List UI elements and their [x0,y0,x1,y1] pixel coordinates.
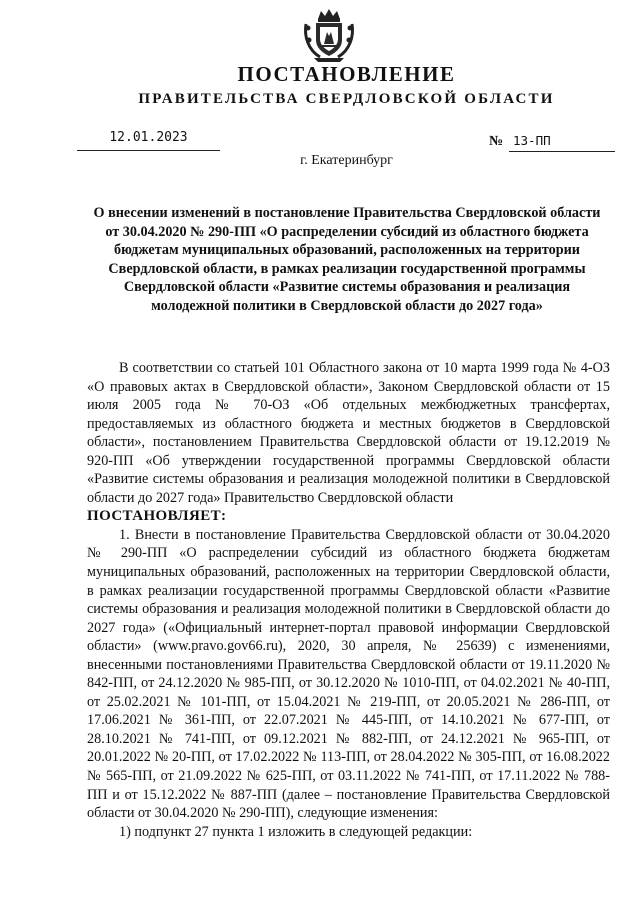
document-subtitle: ПРАВИТЕЛЬСТВА СВЕРДЛОВСКОЙ ОБЛАСТИ [138,91,555,107]
city-line: г. Екатеринбург [300,153,393,168]
document-body [87,359,610,841]
document-title: ПОСТАНОВЛЕНИЕ [237,62,456,86]
resolve-heading: ПОСТАНОВЛЯЕТ: [87,508,227,525]
preamble-paragraph: В соответствии со статьей 101 Областного закона от 10 марта 1999 года № 4-ОЗ «О правовых актах в Свердловской области», Законом Свердловской области от 15 июля 2005 года № 70-ОЗ «Об отдельных межбюджетных трансфертах, предоставляемых из областного бюджета и местных бюджетов в Свердловской области», постановлением Правительства Свердловской области от 19.12.2019 № 920-ПП «Об утверждении государственной программы Свердловской области «Развитие системы образования и реализация молодежной политики в Свердловской области до 2027 года» Правительство Свердловской области [87,360,610,506]
document-heading: О внесении изменений в постановление Правительства Свердловской области от 30.04.2020 № 290-ПП «О распределении субсидий из областного бюджета бюджетам муниципальных образований, расположенных на территории Свердловской области, в рамках реализации государственной программы Свердловской области «Развитие системы образования и реализация молодежной политики в Свердловской области до 2027 года» [93,205,601,314]
subitem-1-paragraph: 1) подпункт 27 пункта 1 изложить в следующей редакции: [119,823,473,840]
number-label: № [489,134,504,149]
document-number: 13-ПП [509,133,615,152]
document-date: 12.01.2023 [77,130,220,151]
coat-of-arms-icon [300,6,358,64]
item-1-paragraph: 1. Внести в постановление Правительства Свердловской области от 30.04.2020 № 290-ПП «О распределении субсидий из областного бюджета бюджетам муниципальных образований, расположенных на территории Свердловской области, в рамках реализации государственной программы Свердловской области «Развитие системы образования и реализация молодежной политики в Свердловской области до 2027 года» («Официальный интернет-портал правовой информации Свердловской области» (www.pravo.gov66.ru), 2020, 30 апреля, № 25639) с изменениями, внесенными постановлениями Правительства Свердловской области от 19.11.2020 № 842-ПП, от 24.12.2020 № 985-ПП, от 30.12.2020 № 1010-ПП, от 04.02.2021 № 40-ПП, от 25.02.2021 № 101-ПП, от 15.04.2021 № 219-ПП, от 20.05.2021 № 286-ПП, от 17.06.2021 № 361-ПП, от 22.07.2021 № 445-ПП, от 14.10.2021 № 677-ПП, от 28.10.2021 № 741-ПП, от 09.12.2021 № 882-ПП, от 24.12.2021 № 965-ПП, от 20.01.2022 № 20-ПП, от 17.02.2022 № 113-ПП, от 28.04.2022 № 305-ПП, от 16.08.2022 № 565-ПП, от 21.09.2022 № 625-ПП, от 03.11.2022 № 741-ПП, от 17.11.2022 № 788-ПП и от 15.12.2022 № 887-ПП (далее – постановление Правительства Свердловской области от 30.04.2020 № 290-ПП), следующие изменения: [87,526,610,822]
